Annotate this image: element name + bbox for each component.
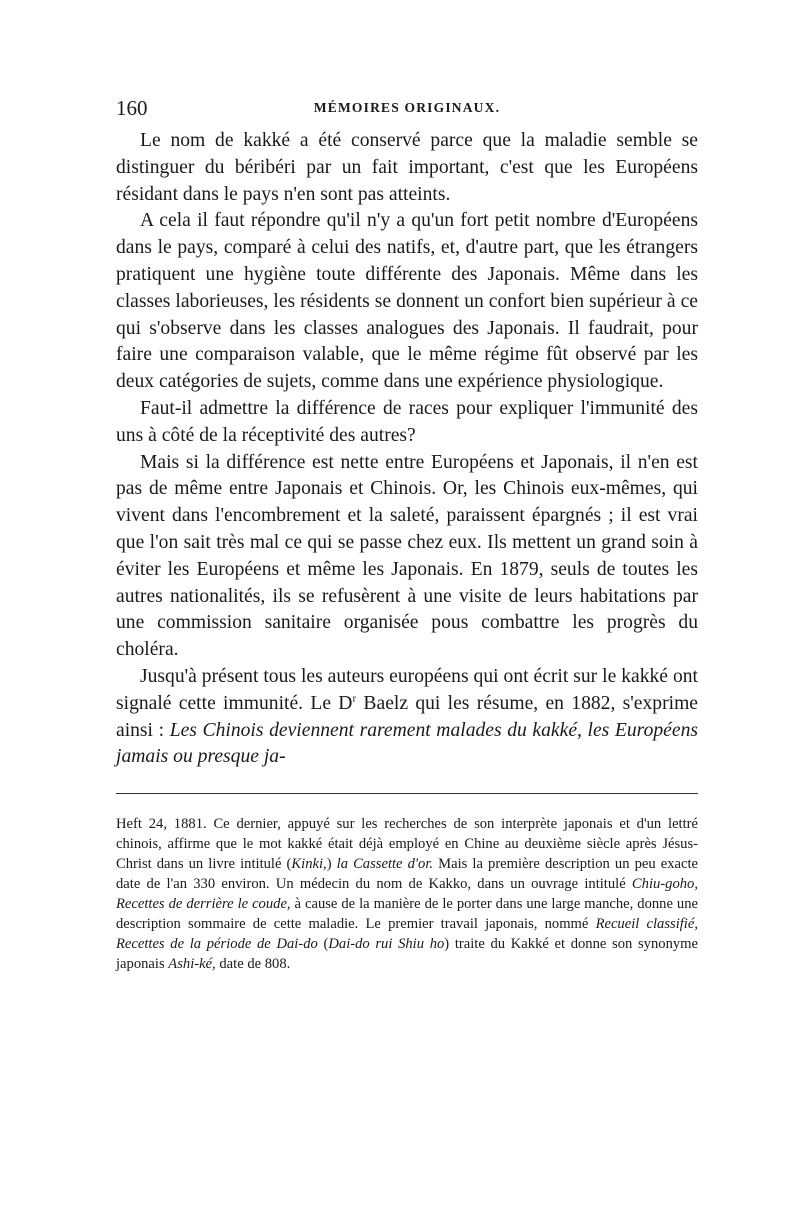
footnote-segment: date de 808. — [215, 956, 291, 973]
doctor-abbrev-superscript: r — [352, 692, 357, 705]
page-number: 160 — [116, 96, 148, 120]
footnote-text — [116, 814, 698, 974]
footnote-term-ashi-ke: Ashi-ké, — [168, 956, 216, 973]
baelz-quotation: Les Chinois deviennent rarement malades du kakké, les Européens jamais ou presque ja- — [116, 719, 698, 768]
paragraph-5-text-continued: Baelz qui les résume, en 1882, s'exprime ainsi : — [116, 692, 698, 741]
footnote — [116, 814, 698, 974]
running-title: MÉMOIRES ORIGINAUX. — [313, 100, 501, 115]
paragraph-5-text: Jusqu'à présent tous les auteurs européens qui ont écrit sur le kakké ont signalé cette immunité. Le D — [116, 665, 698, 714]
footnote-segment: ) — [326, 856, 337, 873]
footnote-title-dai-do: Dai-do rui Shiu ho — [328, 936, 445, 953]
footnote-segment: à cause de la manière de le porter dans une large manche, donne une description sommaire de cette maladie. Le premier travail japonais, nommé — [116, 896, 698, 933]
footnote-segment: ) traite du Kakké et donne son synonyme japonais — [116, 936, 698, 973]
footnote-segment: ( — [317, 936, 329, 953]
paragraph-5 — [116, 664, 698, 771]
paragraph-2: A cela il faut répondre qu'il n'y a qu'un fort petit nombre d'Européens dans le pays, comparé à celui des natifs, et, d'autre part, que les étrangers pratiquent une hygiène toute différente des Japonais. Même dans les classes laborieuses, les résidents se donnent un confort bien supérieur à ce qui s'observe dans les classes analogues des Japonais. Il faudrait, pour faire une comparaison valable, que le même régime fût observé par les deux catégories de sujets, comme dans une expérience physiologique. — [116, 210, 698, 393]
footnote-segment: Mais la première description un peu exacte date de l'an 330 environ. Un médecin du nom de Kakko, dans un ouvrage intitulé — [116, 856, 698, 893]
footnote-title-chiu-goho: Chiu-goho, Recettes de derrière le coude, — [116, 876, 698, 913]
footnote-title-kinki: Kinki, — [291, 856, 327, 873]
paragraph-1: Le nom de kakké a été conservé parce que la maladie semble se distinguer du béribéri par un fait important, c'est que les Européens résidant dans le pays n'en sont pas atteints. — [116, 130, 698, 205]
paragraph-3: Faut-il admettre la différence de races pour expliquer l'immunité des uns à côté de la réceptivité des autres? — [116, 397, 698, 446]
footnote-title-recueil: Recueil classifié, Recettes de la période de Dai-do — [116, 916, 698, 953]
footnote-segment: Heft 24, 1881. Ce dernier, appuyé sur les recherches de son interprète japonais et d'un lettré chinois, affirme que le mot kakké était déjà employé en Chine au deuxième siècle après Jésus-Christ dans un livre intitulé ( — [116, 816, 698, 873]
book-page — [116, 96, 698, 974]
main-text — [116, 128, 698, 771]
paragraph-4: Mais si la différence est nette entre Européens et Japonais, il n'en est pas de même entre Japonais et Chinois. Or, les Chinois eux-mêmes, qui vivent dans l'encombrement et la saleté, paraissent épargnés ; il est vrai que l'on sait très mal ce qui se passe chez eux. Ils mettent un grand soin à éviter les Européens et même les Japonais. En 1879, seuls de toutes les autres nationalités, ils se refusèrent à une visite de leurs habitations par une commission sanitaire organisée pous combattre les progrès du choléra. — [116, 451, 698, 661]
footnote-separator — [116, 793, 698, 794]
footnote-title-cassette: la Cassette d'or. — [336, 856, 434, 873]
running-head — [116, 96, 698, 122]
